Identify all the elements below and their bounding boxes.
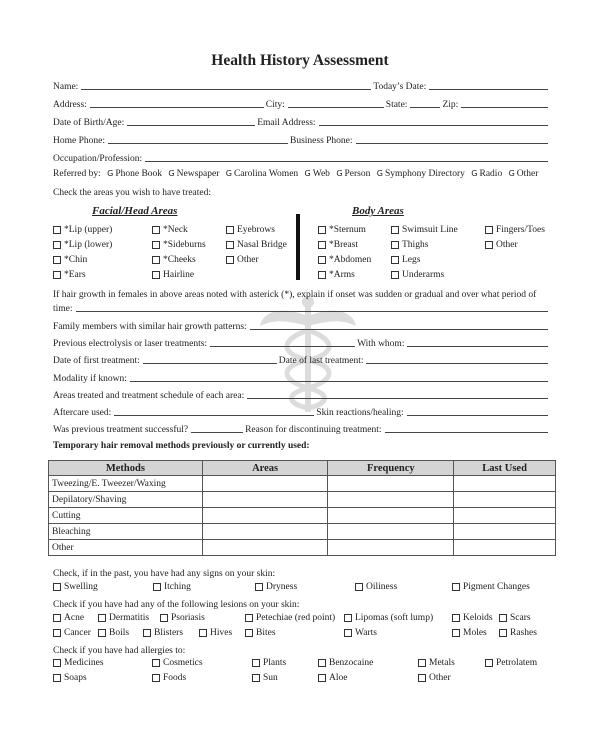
address-row [53,96,550,110]
option-label: Sun [263,673,278,683]
checkbox[interactable] [53,659,61,667]
occupation-row [53,150,550,164]
skin-signs-label: Check, if in the past, you have had any signs on your skin: [53,569,276,579]
checkbox[interactable] [226,256,234,264]
areas-schedule-row [53,387,550,401]
lesion-option[interactable] [452,613,493,623]
table-row [49,476,556,492]
method-cell: Bleaching [49,524,203,540]
option-label: Benzocaine [329,658,374,668]
allergies-label: Check if you have had allergies to: [53,646,186,656]
address-label: Address: [53,100,87,110]
facial-option-label: *Sideburns [163,240,206,250]
checkbox[interactable] [153,583,161,591]
body-heading: Body Areas [352,205,404,217]
option-label: Petrolatem [496,658,538,668]
allergy-option[interactable] [152,673,186,683]
checkbox[interactable] [452,583,460,591]
body-option[interactable] [485,225,545,235]
areas-cell[interactable] [202,492,328,508]
address-field[interactable] [90,107,264,108]
facial-option[interactable] [53,270,86,280]
option-label: Dermatitis [109,613,150,623]
checkbox[interactable] [355,583,363,591]
checkbox[interactable] [152,256,160,264]
allergy-option[interactable] [53,673,87,683]
business-phone-field[interactable] [356,143,548,144]
method-cell: Depilatory/Shaving [49,492,203,508]
dob-row [53,114,550,128]
facial-option[interactable] [226,225,275,235]
facial-option[interactable] [53,225,112,235]
table-row [49,524,556,540]
body-option-label: Underarms [402,270,445,280]
facial-option[interactable] [53,240,112,250]
checkbox[interactable] [53,256,61,264]
body-option-label: *Abdomen [329,255,372,265]
referred-row [53,169,538,179]
treatment-dates-row [53,352,550,366]
facial-option[interactable] [226,240,287,250]
last-used-cell[interactable] [454,492,556,508]
first-treatment-label: Date of first treatment: [53,356,140,366]
checkbox[interactable] [53,583,61,591]
skin-sign-option[interactable] [53,582,98,592]
city-field[interactable] [288,107,384,108]
last-used-cell[interactable] [454,540,556,556]
lesion-option[interactable] [344,613,433,623]
referred-label: Referred by: [53,169,101,179]
previous-row [53,335,550,349]
areas-schedule-label: Areas treated and treatment schedule of each area: [53,391,245,401]
frequency-cell[interactable] [328,508,454,524]
checkbox[interactable] [98,614,106,622]
methods-table [48,460,556,556]
check-areas-label: Check the areas you wish to have treated: [53,188,212,198]
checkbox[interactable] [391,241,399,249]
checkbox[interactable] [318,226,326,234]
option-label: Warts [355,628,377,638]
referred-check-icon[interactable]: G [107,169,114,178]
facial-option-label: *Cheeks [163,255,196,265]
referred-option: Carolina Women [233,169,299,179]
checkbox[interactable] [53,674,61,682]
modality-field[interactable] [130,381,548,382]
option-label: Aloe [329,673,348,683]
last-treatment-label: Date of last treatment: [278,356,364,366]
section-divider [296,214,300,280]
skin-sign-option[interactable] [355,582,397,592]
with-whom-label: With whom: [357,339,405,349]
body-option-label: Fingers/Toes [496,225,545,235]
body-option[interactable] [391,270,444,280]
checkbox[interactable] [499,614,507,622]
lesion-option[interactable] [499,628,537,638]
checkbox[interactable] [53,226,61,234]
facial-option-label: Hairline [163,270,195,280]
last-used-cell[interactable] [454,508,556,524]
checkbox[interactable] [255,583,263,591]
home-phone-label: Home Phone: [53,136,105,146]
checkbox[interactable] [318,674,326,682]
areas-cell[interactable] [202,540,328,556]
family-label: Family members with similar hair growth patterns: [53,322,247,332]
option-label: Pigment Changes [463,582,530,592]
column-header: Methods [49,461,203,476]
dob-label: Date of Birth/Age: [53,118,125,128]
allergy-option[interactable] [318,673,347,683]
skin-sign-option[interactable] [452,582,530,592]
checkbox[interactable] [160,614,168,622]
city-label: City: [265,100,285,110]
option-label: Hives [210,628,233,638]
successful-label: Was previous treatment successful? [53,425,189,435]
frequency-cell[interactable] [328,492,454,508]
facial-option[interactable] [152,255,196,265]
body-option-label: *Arms [329,270,355,280]
referred-check-icon[interactable]: G [168,169,175,178]
allergy-option[interactable] [418,658,455,668]
family-row [53,318,550,332]
time-label: time: [53,304,73,314]
today-date-label: Today’s Date: [373,82,427,92]
frequency-cell[interactable] [328,524,454,540]
allergy-option[interactable] [152,658,203,668]
option-label: Bites [256,628,276,638]
checkbox[interactable] [485,241,493,249]
checkbox[interactable] [252,674,260,682]
lesion-option[interactable] [245,613,335,623]
checkbox[interactable] [152,241,160,249]
option-label: Metals [429,658,455,668]
areas-schedule-field[interactable] [247,398,548,399]
skin-sign-option[interactable] [255,582,297,592]
option-label: Boils [109,628,130,638]
lesion-option[interactable] [245,628,276,638]
checkbox[interactable] [152,674,160,682]
dob-field[interactable] [127,125,255,126]
option-label: Foods [163,673,187,683]
allergy-option[interactable] [252,673,278,683]
checkbox[interactable] [485,226,493,234]
option-label: Other [429,673,451,683]
table-row [49,540,556,556]
checkbox[interactable] [391,256,399,264]
areas-cell[interactable] [202,524,328,540]
checkbox[interactable] [143,629,151,637]
option-label: Soaps [64,673,87,683]
referred-option: Person [344,169,371,179]
facial-heading: Facial/Head Areas [92,205,178,217]
email-label: Email Address: [257,118,316,128]
checkbox[interactable] [245,614,253,622]
checkbox[interactable] [226,226,234,234]
checkbox[interactable] [418,659,426,667]
option-label: Rashes [510,628,537,638]
referred-check-icon[interactable]: G [508,169,515,178]
reason-field[interactable] [385,432,549,433]
checkbox[interactable] [318,659,326,667]
business-phone-label: Business Phone: [289,136,353,146]
body-option[interactable] [318,270,355,280]
lesion-option[interactable] [98,628,129,638]
successful-row [53,421,550,435]
allergy-option[interactable] [53,658,104,668]
allergy-option[interactable] [318,658,373,668]
family-field[interactable] [250,329,548,330]
lesion-option[interactable] [344,628,377,638]
table-row [49,508,556,524]
option-label: Psoriasis [171,613,205,623]
method-cell: Tweezing/E. Tweezer/Waxing [49,476,203,492]
aftercare-label: Aftercare used: [53,408,112,418]
name-label: Name: [53,82,79,92]
column-header: Areas [202,461,328,476]
facial-option[interactable] [226,255,259,265]
checkbox[interactable] [318,271,326,279]
facial-option-label: Eyebrows [237,225,275,235]
lesion-option[interactable] [199,628,232,638]
checkbox[interactable] [53,614,61,622]
column-header: Frequency [328,461,454,476]
option-label: Cancer [64,628,91,638]
last-used-cell[interactable] [454,476,556,492]
time-field[interactable] [76,311,548,312]
option-label: Itching [164,582,191,592]
body-option-label: *Breast [329,240,359,250]
option-label: Dryness [266,582,298,592]
referred-option: Radio [479,169,503,179]
body-option[interactable] [391,255,420,265]
checkbox[interactable] [98,629,106,637]
referred-check-icon[interactable]: G [376,169,383,178]
state-field[interactable] [410,107,440,108]
zip-field[interactable] [461,107,548,108]
lesion-option[interactable] [499,613,531,623]
skin-reactions-label: Skin reactions/healing: [316,408,404,418]
state-label: State: [385,100,408,110]
option-label: Blisters [154,628,184,638]
lesion-option[interactable] [452,628,487,638]
areas-cell[interactable] [202,476,328,492]
facial-option[interactable] [53,255,87,265]
body-option[interactable] [318,255,371,265]
occupation-label: Occupation/Profession: [53,154,143,164]
option-label: Medicines [64,658,104,668]
temp-methods-heading: Temporary hair removal methods previously or currently used: [53,441,310,451]
referred-option: Symphony Directory [384,169,465,179]
facial-option-label: *Lip (lower) [64,240,113,250]
body-option[interactable] [391,225,458,235]
body-option[interactable] [391,240,428,250]
checkbox[interactable] [199,629,207,637]
checkbox[interactable] [344,614,352,622]
with-whom-field[interactable] [407,346,548,347]
body-option-label: *Sternum [329,225,366,235]
checkbox[interactable] [226,241,234,249]
successful-field[interactable] [191,432,243,433]
referred-option: Other [516,169,539,179]
checkbox[interactable] [53,241,61,249]
zip-label: Zip: [442,100,459,110]
email-field[interactable] [319,125,548,126]
method-cell: Other [49,540,203,556]
name-field[interactable] [81,89,371,90]
lesion-option[interactable] [53,613,84,623]
referred-check-icon[interactable]: G [336,169,343,178]
checkbox[interactable] [318,256,326,264]
modality-label: Modality if known: [53,374,127,384]
body-option[interactable] [318,225,366,235]
lesion-option[interactable] [53,628,91,638]
facial-option-label: Other [237,255,259,265]
aftercare-field[interactable] [114,415,314,416]
option-label: Plants [263,658,287,668]
table-header-row [49,461,556,476]
option-label: Cosmetics [163,658,203,668]
referred-option: Phone Book [115,169,163,179]
facial-option[interactable] [152,240,206,250]
skin-sign-option[interactable] [153,582,191,592]
reason-label: Reason for discontinuing treatment: [245,425,382,435]
aftercare-row [53,404,550,418]
lesions-label: Check if you have had any of the following lesions on your skin: [53,600,300,610]
hair-growth-question: If hair growth in females in above areas noted with asterick (*), explain if onset was sudden or gradual and over what period of [53,290,537,300]
lesion-option[interactable] [143,628,183,638]
option-label: Moles [463,628,487,638]
allergy-option[interactable] [252,658,286,668]
previous-label: Previous electrolysis or laser treatments: [53,339,208,349]
referred-option: Newspaper [176,169,220,179]
areas-cell[interactable] [202,508,328,524]
body-option[interactable] [485,240,518,250]
first-treatment-field[interactable] [143,363,277,364]
checkbox[interactable] [152,659,160,667]
method-cell: Cutting [49,508,203,524]
last-used-cell[interactable] [454,524,556,540]
body-option-label: Swimsuit Line [402,225,458,235]
lesion-option[interactable] [160,613,205,623]
checkbox[interactable] [499,629,507,637]
facial-option-label: Nasal Bridge [237,240,287,250]
referred-option: Web [312,169,330,179]
allergy-option[interactable] [485,658,537,668]
body-option[interactable] [318,240,358,250]
checkbox[interactable] [53,271,61,279]
checkbox[interactable] [53,629,61,637]
time-row [53,300,550,314]
referred-check-icon[interactable]: G [225,169,232,178]
referred-check-icon[interactable]: G [471,169,478,178]
occupation-field[interactable] [145,161,548,162]
today-date-field[interactable] [429,89,548,90]
modality-row [53,370,550,384]
lesion-option[interactable] [98,613,149,623]
checkbox[interactable] [391,226,399,234]
body-option-label: Thighs [402,240,429,250]
frequency-cell[interactable] [328,476,454,492]
checkbox[interactable] [152,271,160,279]
option-label: Oiliness [366,582,398,592]
referred-check-icon[interactable]: G [304,169,311,178]
last-treatment-field[interactable] [366,363,548,364]
phone-row [53,132,550,146]
checkbox[interactable] [318,241,326,249]
facial-option-label: *Lip (upper) [64,225,113,235]
checkbox[interactable] [152,226,160,234]
table-row [49,492,556,508]
option-label: Scars [510,613,531,623]
skin-reactions-field[interactable] [407,415,548,416]
option-label: Lipomas (soft lump) [355,613,434,623]
checkbox[interactable] [252,659,260,667]
allergy-option[interactable] [418,673,451,683]
checkbox[interactable] [452,614,460,622]
name-row [53,78,550,92]
facial-option[interactable] [152,270,194,280]
form-title: Health History Assessment [211,52,389,69]
option-label: Acne [64,613,85,623]
checkbox[interactable] [245,629,253,637]
frequency-cell[interactable] [328,540,454,556]
body-option-label: Other [496,240,518,250]
home-phone-field[interactable] [108,143,288,144]
body-option-label: Legs [402,255,421,265]
checkbox[interactable] [344,629,352,637]
facial-option-label: *Neck [163,225,188,235]
option-label: Swelling [64,582,98,592]
previous-field[interactable] [210,346,355,347]
checkbox[interactable] [485,659,493,667]
facial-option[interactable] [152,225,188,235]
facial-option-label: *Ears [64,270,86,280]
facial-option-label: *Chin [64,255,88,265]
option-label: Petechiae (red point) [256,613,336,623]
checkbox[interactable] [452,629,460,637]
checkbox[interactable] [418,674,426,682]
option-label: Keloids [463,613,493,623]
column-header: Last Used [454,461,556,476]
checkbox[interactable] [391,271,399,279]
